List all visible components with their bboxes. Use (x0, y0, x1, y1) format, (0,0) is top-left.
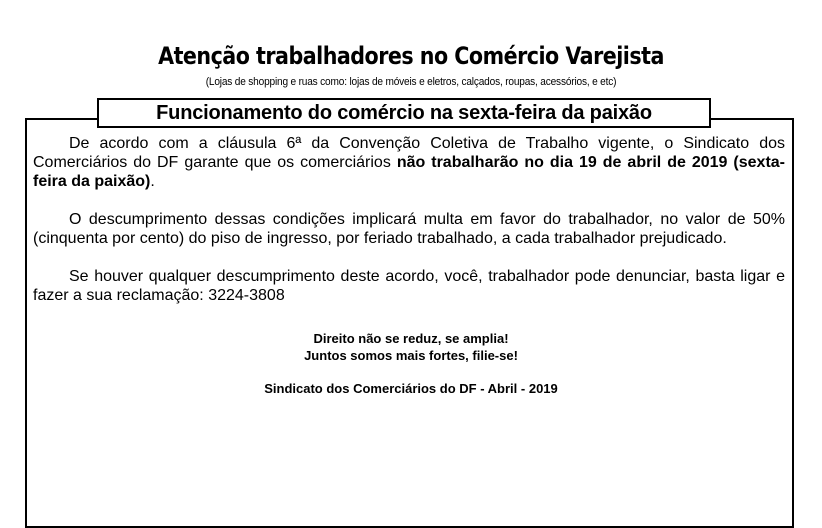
slogan-line-2: Juntos somos mais fortes, filie-se! (304, 348, 518, 363)
paragraph-agreement-highlight: não trabalharão no dia 19 de abril de 2019 (sexta-feira da paixão) (33, 154, 786, 190)
slogan-line-1: Direito não se reduz, se amplia! (313, 331, 509, 346)
paragraph-agreement-end: . (150, 173, 155, 190)
paragraph-agreement-text: De acordo com a cláusula 6ª da Convenção Coletiva de Trabalho vigente, o Sindicato dos Comerciários do DF garante que os comerciários (33, 135, 785, 171)
paragraph-agreement (33, 134, 785, 191)
signature: Sindicato dos Comerciários do DF - Abril - 2019 (264, 381, 558, 396)
paragraph-penalty: O descumprimento dessas condições implicará multa em favor do trabalhador, no valor de 50% (cinquenta por cento) do piso de ingresso, por feriado trabalhado, a cada trabalhador prejudicado. (33, 211, 785, 247)
headline: Atenção trabalhadores no Comércio Varejista (158, 42, 664, 70)
paragraph-complaint: Se houver qualquer descumprimento deste acordo, você, trabalhador pode denunciar, basta ligar e fazer a sua reclamação: 3224-3808 (33, 268, 785, 304)
headline-subtitle: (Lojas de shopping e ruas como: lojas de móveis e eletros, calçados, roupas, acessórios, e etc) (205, 76, 617, 88)
section-title: Funcionamento do comércio na sexta-feira da paixão (97, 98, 711, 128)
notice-body (33, 134, 785, 324)
